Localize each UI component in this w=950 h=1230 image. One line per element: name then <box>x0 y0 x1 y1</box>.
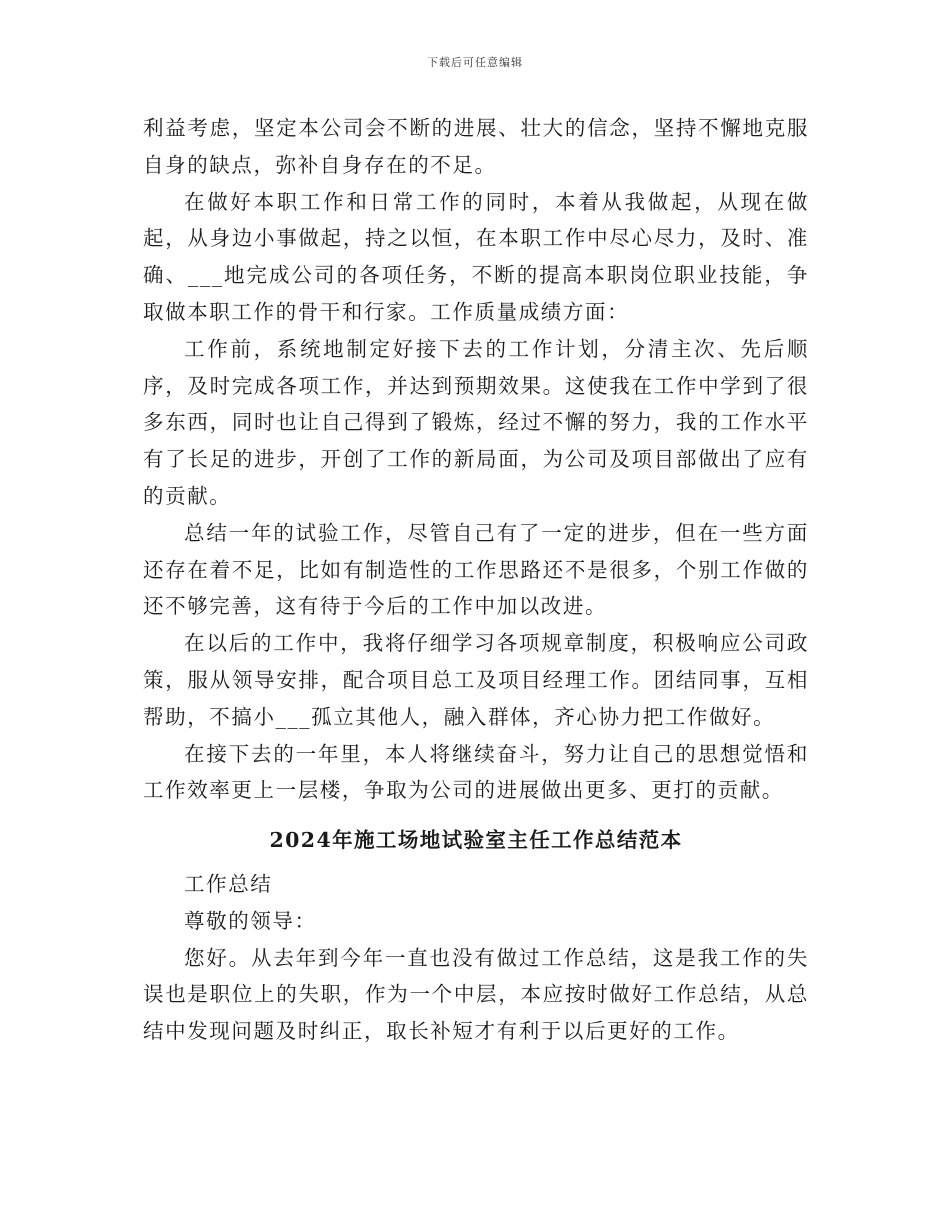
paragraph-label: 工作总结 <box>184 871 273 896</box>
paragraph: 在做好本职工作和日常工作的同时，本着从我做起，从现在做起，从身边小事做起，持之以恒，在本职工作中尽心尽力，及时、准确、___地完成公司的各项任务，不断的提高本职岗位职业技能，争取做本职工作的骨干和行家。工作质量成绩方面： <box>143 189 809 324</box>
paragraph: 在以后的工作中，我将仔细学习各项规章制度，积极响应公司政策，服从领导安排，配合项目总工及项目经理工作。团结同事，互相帮助，不搞小___孤立其他人，融入群体，齐心协力把工作做好。 <box>143 631 809 729</box>
document-body <box>143 110 809 1050</box>
salutation: 尊敬的领导： <box>184 908 317 933</box>
paragraph: 在接下去的一年里，本人将继续奋斗，努力让自己的思想觉悟和工作效率更上一层楼，争取为公司的进展做出更多、更打的贡献。 <box>143 741 809 803</box>
page-header: 下载后可任意编辑 <box>427 56 523 69</box>
paragraph-continued: 利益考虑，坚定本公司会不断的进展、壮大的信念，坚持不懈地克服自身的缺点，弥补自身存在的不足。 <box>143 116 809 177</box>
section-title: 2024年施工场地试验室主任工作总结范本 <box>269 828 683 853</box>
paragraph: 工作前，系统地制定好接下去的工作计划，分清主次、先后顺序，及时完成各项工作，并达到预期效果。这使我在工作中学到了很多东西，同时也让自己得到了锻炼，经过不懈的努力，我的工作水平有了长足的进步，开创了工作的新局面，为公司及项目部做出了应有的贡献。 <box>143 336 809 508</box>
paragraph: 您好。从去年到今年一直也没有做过工作总结，这是我工作的失误也是职位上的失职，作为一个中层，本应按时做好工作总结，从总结中发现问题及时纠正，取长补短才有利于以后更好的工作。 <box>143 945 809 1044</box>
paragraph: 总结一年的试验工作，尽管自己有了一定的进步，但在一些方面还存在着不足，比如有制造性的工作思路还不是很多，个别工作做的还不够完善，这有待于今后的工作中加以改进。 <box>143 520 809 619</box>
